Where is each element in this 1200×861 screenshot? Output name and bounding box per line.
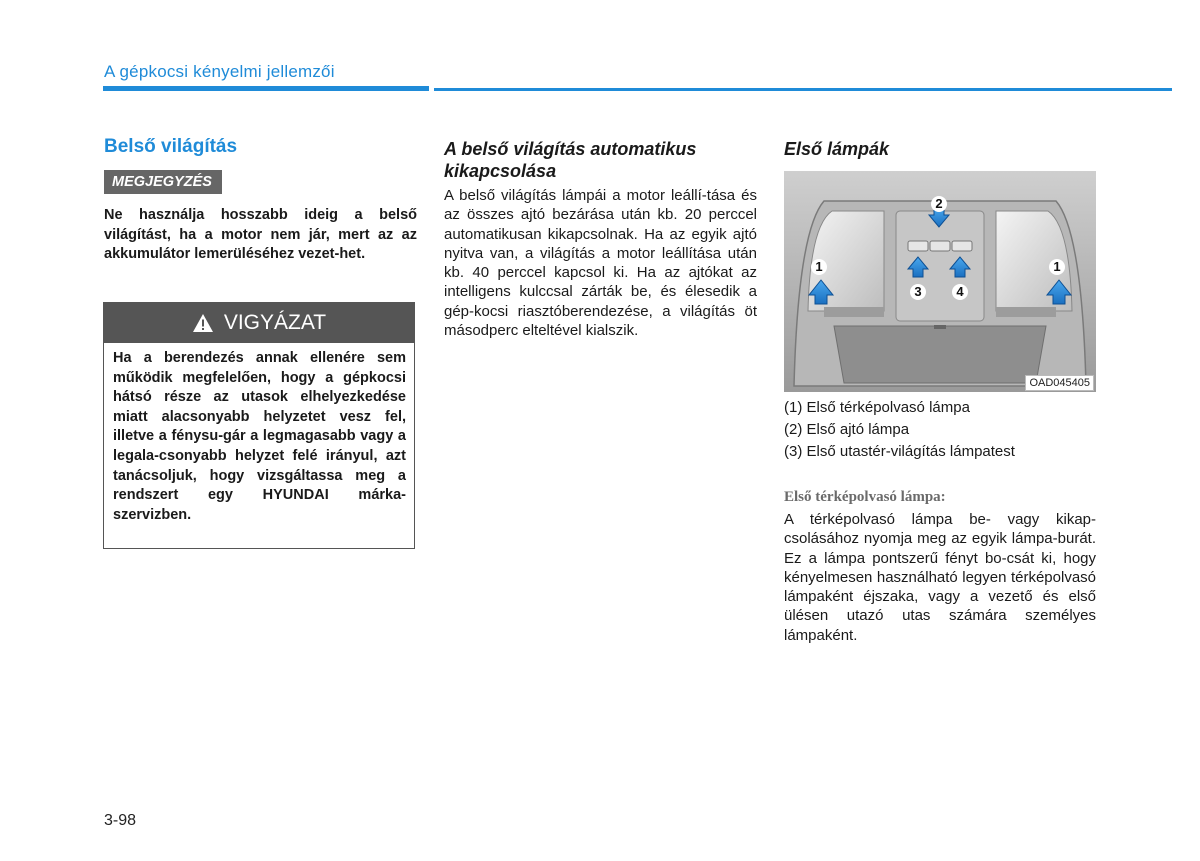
front-lamps-title: Első lámpák: [784, 139, 890, 159]
auto-off-title: A belső világítás automatikus kikapcsolása: [444, 139, 697, 181]
marker-3: 3: [914, 284, 922, 299]
warning-triangle-icon: [192, 313, 214, 333]
warning-label: VIGYÁZAT: [223, 311, 327, 334]
section-title: Belső világítás: [104, 136, 238, 157]
column-left: [104, 136, 417, 265]
header-rule-dark: [103, 86, 429, 91]
page-number: 3-98: [104, 812, 137, 829]
figure-legend: [784, 397, 1096, 463]
marker-1-left: 1: [815, 259, 823, 274]
marker-4: 4: [956, 284, 964, 299]
warning-box: [103, 302, 415, 549]
column-right: [784, 138, 1096, 645]
warning-text: Ha a berendezés annak ellenére sem működik megfelelően, hogy a gépkocsi hátsó része az utasok elhelyezkedése miatt alacsonyabb helyzetet vesz fel, illetve a fénysu-gár a legmagasabb vagy a legala-csonyabb helyzet felé irányul, azt tanácsoljuk, hogy vizsgáltassa meg a rendszert egy HYUNDAI márka-szervizben.: [113, 350, 406, 523]
front-lamps-figure: [784, 171, 1096, 392]
map-lamp-body: A térképolvasó lámpa be- vagy kikap-csolásához nyomja meg az egyik lámpa-burát. Ez a lámpa pontszerű fényt bo-csát ki, hogy kényelmesen használható legyen térképolvasó lámpaként éjszaka, vagy a vezető és első ülésen utazó utas számára személyes lámpaként.: [784, 511, 1096, 644]
map-lamp-heading: Első térképolvasó lámpa:: [784, 489, 946, 505]
marker-2: 2: [935, 196, 943, 211]
note-text: Ne használja hosszabb ideig a belső világítást, ha a motor nem jár, mert az az akkumulátor lemerüléséhez vezet-het.: [104, 207, 417, 262]
overhead-console-illustration: [784, 171, 1096, 392]
legend-item: (2) Első ajtó lámpa: [784, 421, 910, 438]
auto-off-body: A belső világítás lámpái a motor leállí-tása és az összes ajtó bezárása után kb. 20 perccel automatikusan kikapcsolnak. Ha az egyik ajtó nyitva van, a világítás a motor leállítása után kb. 40 perccel kapcsol ki. Ha az ajtókat az intelligens kulccsal zárták be, és élesedik a gép-kocsi riasztóberendezése, a világítás öt másodperc elteltével kialszik.: [444, 187, 757, 340]
marker-1-right: 1: [1053, 259, 1061, 274]
header-title: A gépkocsi kényelmi jellemzői: [104, 62, 335, 81]
figure-code: OAD045405: [1025, 375, 1094, 391]
warning-header: [104, 303, 414, 343]
note-badge: MEGJEGYZÉS: [104, 170, 222, 194]
header-rule-light: [434, 88, 1172, 91]
column-middle: [444, 138, 757, 340]
legend-item: (1) Első térképolvasó lámpa: [784, 399, 970, 416]
legend-item: (3) Első utastér-világítás lámpatest: [784, 443, 1015, 460]
